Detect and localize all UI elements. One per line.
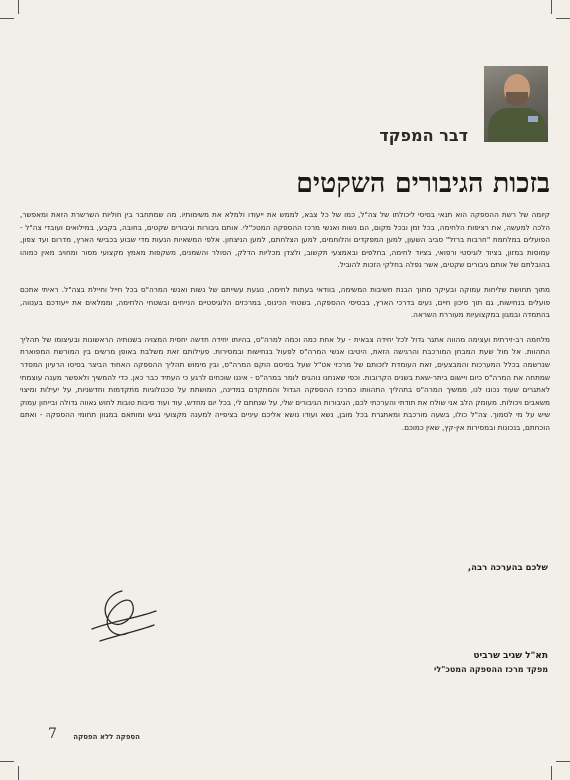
crop-mark: [551, 766, 552, 780]
section-kicker: דבר המפקד: [379, 126, 468, 145]
footer-label: הספקה ללא הפסקה: [73, 733, 140, 741]
crop-mark: [18, 0, 19, 14]
commander-photo: [484, 66, 548, 142]
crop-mark: [0, 761, 14, 762]
paragraph: מלחמה רב-זירתית ועצימה מהווה אתגר גדול לכל יחידה צבאית - על אחת כמה וכמה למרה"ס, בהיותו יחידה חדשה יחסית המצויה בשנותיה הראשונות ובעיצומו של תהליך התהוות. אל מול שעת המבחן המורכבת והרגישה הזאת, היטיבו אנשי המרה"ס לפעול בנחישות ובמסירות. פעילותם זאת משלבת באופן מרשים בין המורשת המפוארת שנרשמה בכלל המערכות והמבצעים, זאת העומדת לזכותם של מרכזי אט"ל שעל בסיסם הוקם המרה"ס, ובין מימוש תהליך ההספקה האחוד הביצר בסיסו הרעיון המסדר שמתחה את המרה"ס כיום ויישום ביתר-שאת בשנים הקרובות. וכפי שאנחנו נוהגים לומר במרה"ס - איננו שוכחים לרגע כי העתיד כבר כאן. כדי להמשיך ולאפשר מענה עוצמתי לאתגרים שעוד נכונו לנו, ממשיך המרה"ס בתהליך התהוותו כמרכז ההספקה הגדול והמתקדם במדינה, המושתת על טכנולוגיות מתקדמות וחדשניות, על יעילות ומיצוי משאבים ויכולות. מעומק הלב אני שולח את תודתי והערכתי לכם, הגיבורות הגיבורים שלי, על שנתתם לי, בכל יום מחדש, עוד ועוד סיבות טובות לחוש גאווה גדולה ובייחון עמוק שיש על מי לסמוך. צה"ל כולו, בשעה מורכבת ומאתגרת בכל מובן, נשא ועודו נושא אליכם עיניים בציפייה למענה מקצועי נגיש ומותאם במגוון תחומי ההספקה - ואתם הוכחתם, בנכונות ובמסירות אין-קץ, שאין כמוכם.: [20, 334, 550, 432]
crop-mark: [556, 761, 570, 762]
article-body: [20, 209, 550, 447]
crop-mark: [556, 18, 570, 19]
crop-mark: [0, 18, 14, 19]
crop-mark: [551, 0, 552, 14]
paragraph: מתוך תחושת שליחות עמוקה ובעיקר מתוך הבנת חשיבות המשימה, בוודאי בעתות לחימה, נוגעת עשייתם של נשות ואנשי המרה"ס בכל חייל וחיילת בצה"ל. ראיתי אתכם פועלים בנחישות, גם תוך סיכון חיים, נעים בדרכי הארץ, בבסיסי ההספקה, בשטחי הכינוס, במרכזים הלוגיסטיים הנייחים ובשטחי הלחימה, וממלאים את ייעודכם בענווה, בהתמדה ובמגון במקצועיות מעוררת השראה.: [20, 284, 550, 320]
page-number: 7: [48, 726, 57, 742]
closing-line: שלכם בהערכה רבה,: [467, 563, 548, 573]
article-title: בזכות הגיבורים השקטים: [296, 168, 550, 199]
signer-name: תא"ל שגיב שרביט: [473, 651, 548, 661]
crop-mark: [18, 766, 19, 780]
signer-role: מפקד מרכז ההספקה המטכ"לי: [433, 665, 548, 674]
paragraph: קיומה של רשת ההספקה הוא תנאי בסיסי ליכולתו של צה"ל, כמו של כל צבא, לממש את ייעודו ולמלא את משימותיו. מה שמתחבר בין חוליות השרשרת הזאת ומאפשר, הלכה למעשה, את רציפות הלחימה, בכל זמן ובכל מקום, הם נשות ואנשי מרכז ההספקה המטכ"לי. אותם גיבורות וגיבורים שקטים, בחובה, בקבע, במילואים ועובדי צה"ל - הפועלים במלחמת "חרבות ברזל" סביב השעון, למען המפקדים והלוחמים, למען הצלחתם, למען הניצחון. אלפי המשאיות הנעות מדי שבוע בכבישי הארץ, מדרום ועד צפון, עמוסות במזון, בציוד לוגיסטי ורפואי, בציוד לחימה, בחלפים ובאמצעי תקשוב, ולצדן מכליות הדלק, הסולר והשמנים, משקפות מאמץ מקצועי מסור ומחויב מאין כמוהו בהובלתם של אותם גיבורים שקטים, אשר נפלה בחלקי הזכות להוביל.: [20, 210, 550, 270]
handwritten-signature: [82, 585, 162, 651]
